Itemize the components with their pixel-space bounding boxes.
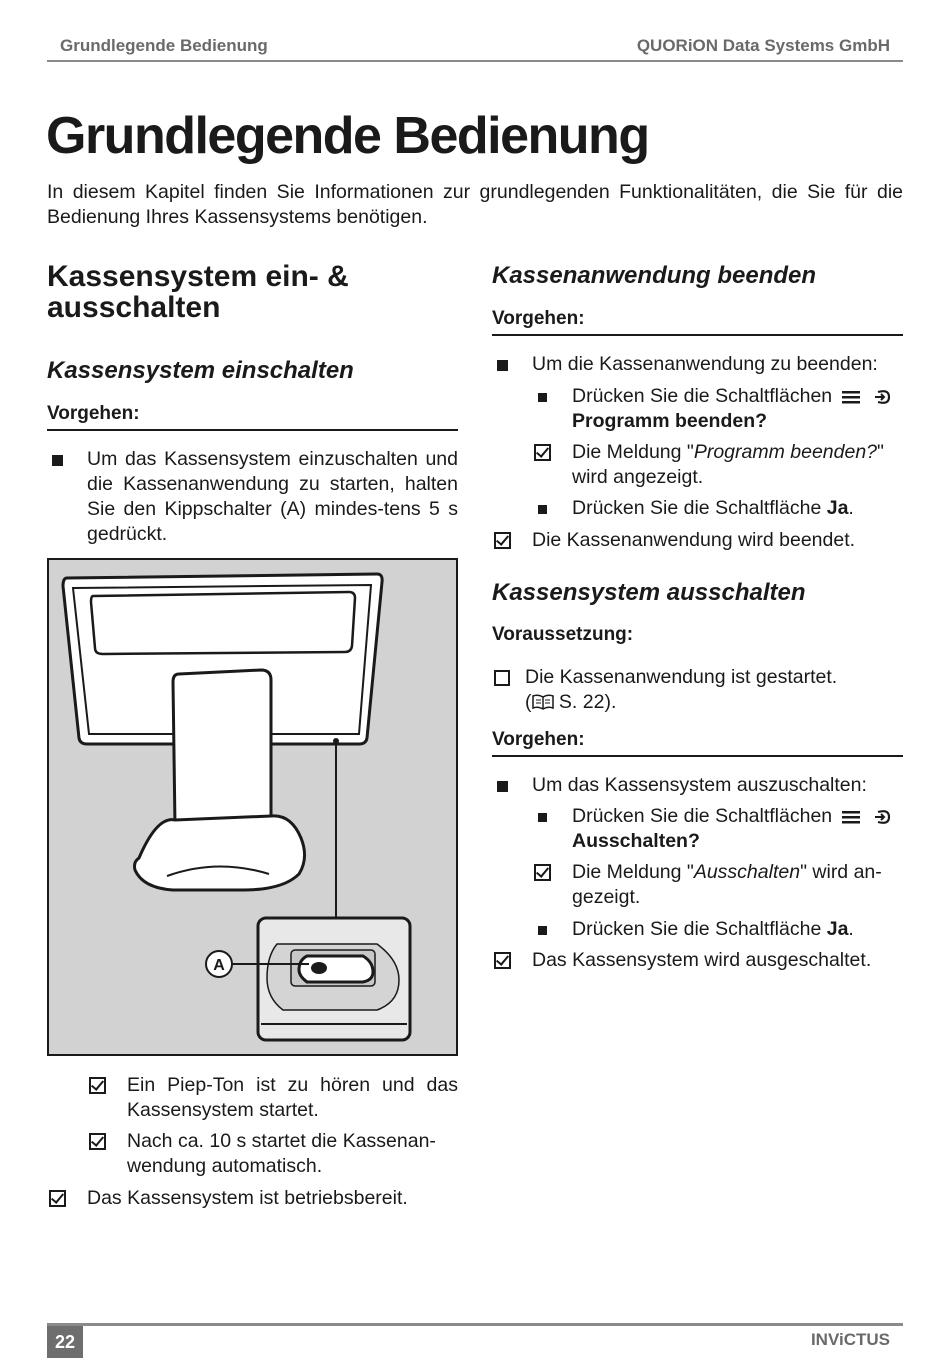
substep-bold: Programm beenden?: [572, 410, 768, 432]
result-text: Die Kassenanwendung wird beendet.: [532, 529, 856, 551]
label-vorgehen-1: Vorgehen:: [492, 308, 903, 336]
substep-text-end: " wird an-gezeigt.: [572, 861, 882, 908]
result-text: Nach ca. 10 s startet die Kassenan-wendung automatisch.: [127, 1130, 436, 1177]
menu-icon: [842, 810, 862, 824]
substep-italic: Ausschalten: [693, 861, 801, 883]
substep-text: Drücken Sie die Schaltfläche: [572, 918, 827, 940]
step-text: Um die Kassenanwendung zu beenden:: [532, 353, 878, 375]
square-bullet-icon: [52, 455, 63, 466]
substep-bold: Ja: [826, 918, 849, 940]
step-text: Um das Kassensystem einzuschalten und die Kassenanwendung zu starten, halten Sie den Kippschalter (A) mindes-tens 5 s gedrückt.: [87, 448, 458, 545]
page-header: [47, 34, 903, 62]
sub-title-beenden: Kassenanwendung beenden: [492, 262, 817, 289]
prereq-text: Die Kassenanwendung ist gestartet.: [525, 666, 838, 688]
substep-text: Drücken Sie die Schaltflächen: [572, 385, 833, 407]
square-bullet-icon: [538, 926, 547, 935]
label-vorgehen-2: Vorgehen:: [492, 729, 903, 757]
square-bullet-icon: [497, 360, 508, 371]
page-reference-link[interactable]: S. 22).: [558, 691, 617, 713]
square-bullet-icon: [538, 393, 547, 402]
footer-brand: INViCTUS: [810, 1330, 890, 1349]
substep-text: Die Meldung ": [572, 441, 694, 463]
header-chapter: Grundlegende Bedienung: [60, 36, 268, 55]
terminal-illustration: [47, 558, 458, 1056]
book-icon: [532, 694, 554, 710]
checkbox-icon: [49, 1190, 66, 1207]
footer-divider: [47, 1323, 903, 1326]
result-text: Das Kassensystem ist betriebsbereit.: [87, 1187, 408, 1209]
sub-title-ausschalten: Kassensystem ausschalten: [492, 579, 806, 606]
checkbox-icon: [494, 952, 511, 969]
checkbox-empty-icon: [494, 670, 510, 686]
arrow-right-icon: [875, 809, 891, 825]
checkbox-icon: [534, 864, 551, 881]
arrow-right-icon: [875, 389, 891, 405]
sub-title-einschalten: Kassensystem einschalten: [47, 357, 354, 384]
substep-bold: Ja: [826, 497, 849, 519]
result-text: Das Kassensystem wird ausgeschaltet.: [532, 949, 872, 971]
callout-label: A: [213, 957, 225, 974]
substep-italic: Programm beenden?: [693, 441, 878, 463]
header-company: QUORiON Data Systems GmbH: [636, 36, 890, 55]
section-title-line-2: ausschalten: [47, 291, 221, 324]
checkbox-icon: [89, 1133, 106, 1150]
step-text: Um das Kassensystem auszuschalten:: [532, 774, 867, 796]
checkbox-icon: [89, 1077, 106, 1094]
square-bullet-icon: [538, 505, 547, 514]
checkbox-icon: [534, 444, 551, 461]
substep-text-end: .: [848, 918, 854, 940]
substep-bold: Ausschalten?: [572, 830, 700, 852]
substep-text-end: .: [848, 497, 854, 519]
label-voraussetzung: Voraussetzung:: [492, 624, 634, 645]
checkbox-icon: [494, 532, 511, 549]
result-text: Ein Piep-Ton ist zu hören und das Kassensystem startet.: [127, 1074, 458, 1121]
substep-text-end: " wird angezeigt.: [572, 441, 884, 488]
substep-text: Drücken Sie die Schaltfläche: [572, 497, 827, 519]
page-number: 22: [47, 1326, 83, 1358]
substep-text: Drücken Sie die Schaltflächen: [572, 805, 833, 827]
substep-text: Die Meldung ": [572, 861, 694, 883]
menu-icon: [842, 390, 862, 404]
square-bullet-icon: [497, 781, 508, 792]
intro-text: In diesem Kapitel finden Sie Informationen zur grundlegenden Funktionalitäten, die Sie für die Bedienung Ihres Kassensystems benötigen.: [47, 181, 903, 228]
square-bullet-icon: [538, 813, 547, 822]
page-title: Grundlegende Bedienung: [46, 107, 649, 165]
section-title-line-1: Kassensystem ein- &: [47, 260, 349, 293]
label-vorgehen: Vorgehen:: [47, 403, 458, 431]
section-title: [47, 261, 349, 323]
